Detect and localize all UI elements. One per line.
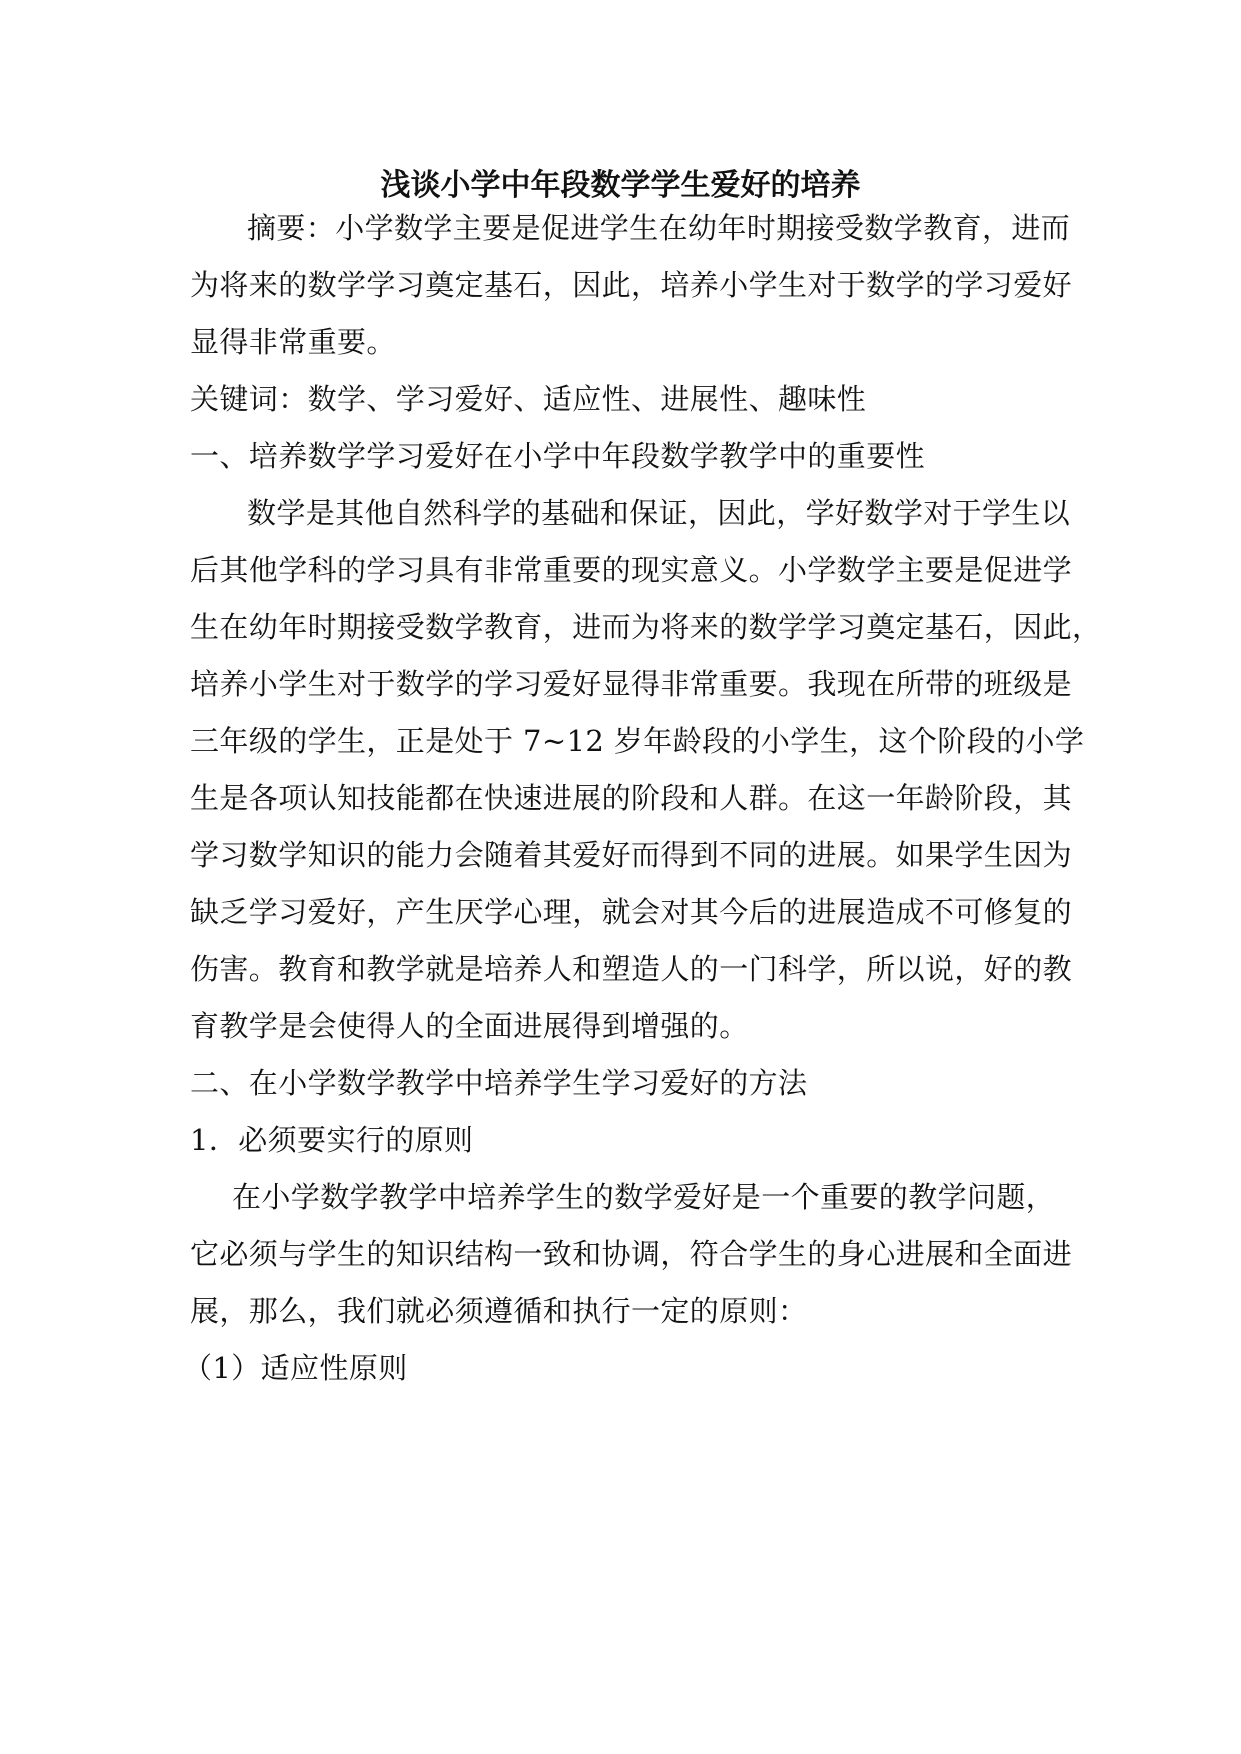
- body-line-5: 三年级的学生，正是处于 7~12 岁年龄段的小学生，这个阶段的小学: [190, 724, 1085, 758]
- body-line-10: 育教学是会使得人的全面进展得到增强的。: [190, 1009, 749, 1043]
- principle-line-1: 在小学数学教学中培养学生的数学爱好是一个重要的教学问题，: [232, 1180, 1056, 1214]
- subsection-1-heading: 1．必须要实行的原则: [190, 1123, 474, 1157]
- keywords-line: 关键词：数学、学习爱好、适应性、进展性、趣味性: [190, 382, 867, 416]
- adaptability-principle-heading: （1）适应性原则: [183, 1351, 408, 1385]
- abstract-line-2: 为将来的数学学习奠定基石，因此，培养小学生对于数学的学习爱好: [190, 268, 1073, 302]
- body-line-1: 数学是其他自然科学的基础和保证，因此，学好数学对于学生以: [247, 496, 1071, 530]
- body-line-9: 伤害。教育和教学就是培养人和塑造人的一门科学，所以说，好的教: [190, 952, 1073, 986]
- section-1-heading: 一、培养数学学习爱好在小学中年段数学教学中的重要性: [190, 439, 926, 473]
- abstract-line-1: 摘要：小学数学主要是促进学生在幼年时期接受数学教育，进而: [247, 211, 1071, 245]
- body-line-7: 学习数学知识的能力会随着其爱好而得到不同的进展。如果学生因为: [190, 838, 1073, 872]
- principle-line-2: 它必须与学生的知识结构一致和协调，符合学生的身心进展和全面进: [190, 1237, 1073, 1271]
- body-line-3: 生在幼年时期接受数学教育，进而为将来的数学学习奠定基石，因此，: [190, 610, 1102, 644]
- principle-line-3: 展，那么，我们就必须遵循和执行一定的原则：: [190, 1294, 808, 1328]
- body-line-2: 后其他学科的学习具有非常重要的现实意义。小学数学主要是促进学: [190, 553, 1073, 587]
- section-2-heading: 二、在小学数学教学中培养学生学习爱好的方法: [190, 1066, 808, 1100]
- document-title: 浅谈小学中年段数学学生爱好的培养: [380, 168, 861, 203]
- body-line-8: 缺乏学习爱好，产生厌学心理，就会对其今后的进展造成不可修复的: [190, 895, 1073, 929]
- abstract-line-3: 显得非常重要。: [190, 325, 396, 359]
- body-line-6: 生是各项认知技能都在快速进展的阶段和人群。在这一年龄阶段，其: [190, 781, 1073, 815]
- body-line-4: 培养小学生对于数学的学习爱好显得非常重要。我现在所带的班级是: [190, 667, 1073, 701]
